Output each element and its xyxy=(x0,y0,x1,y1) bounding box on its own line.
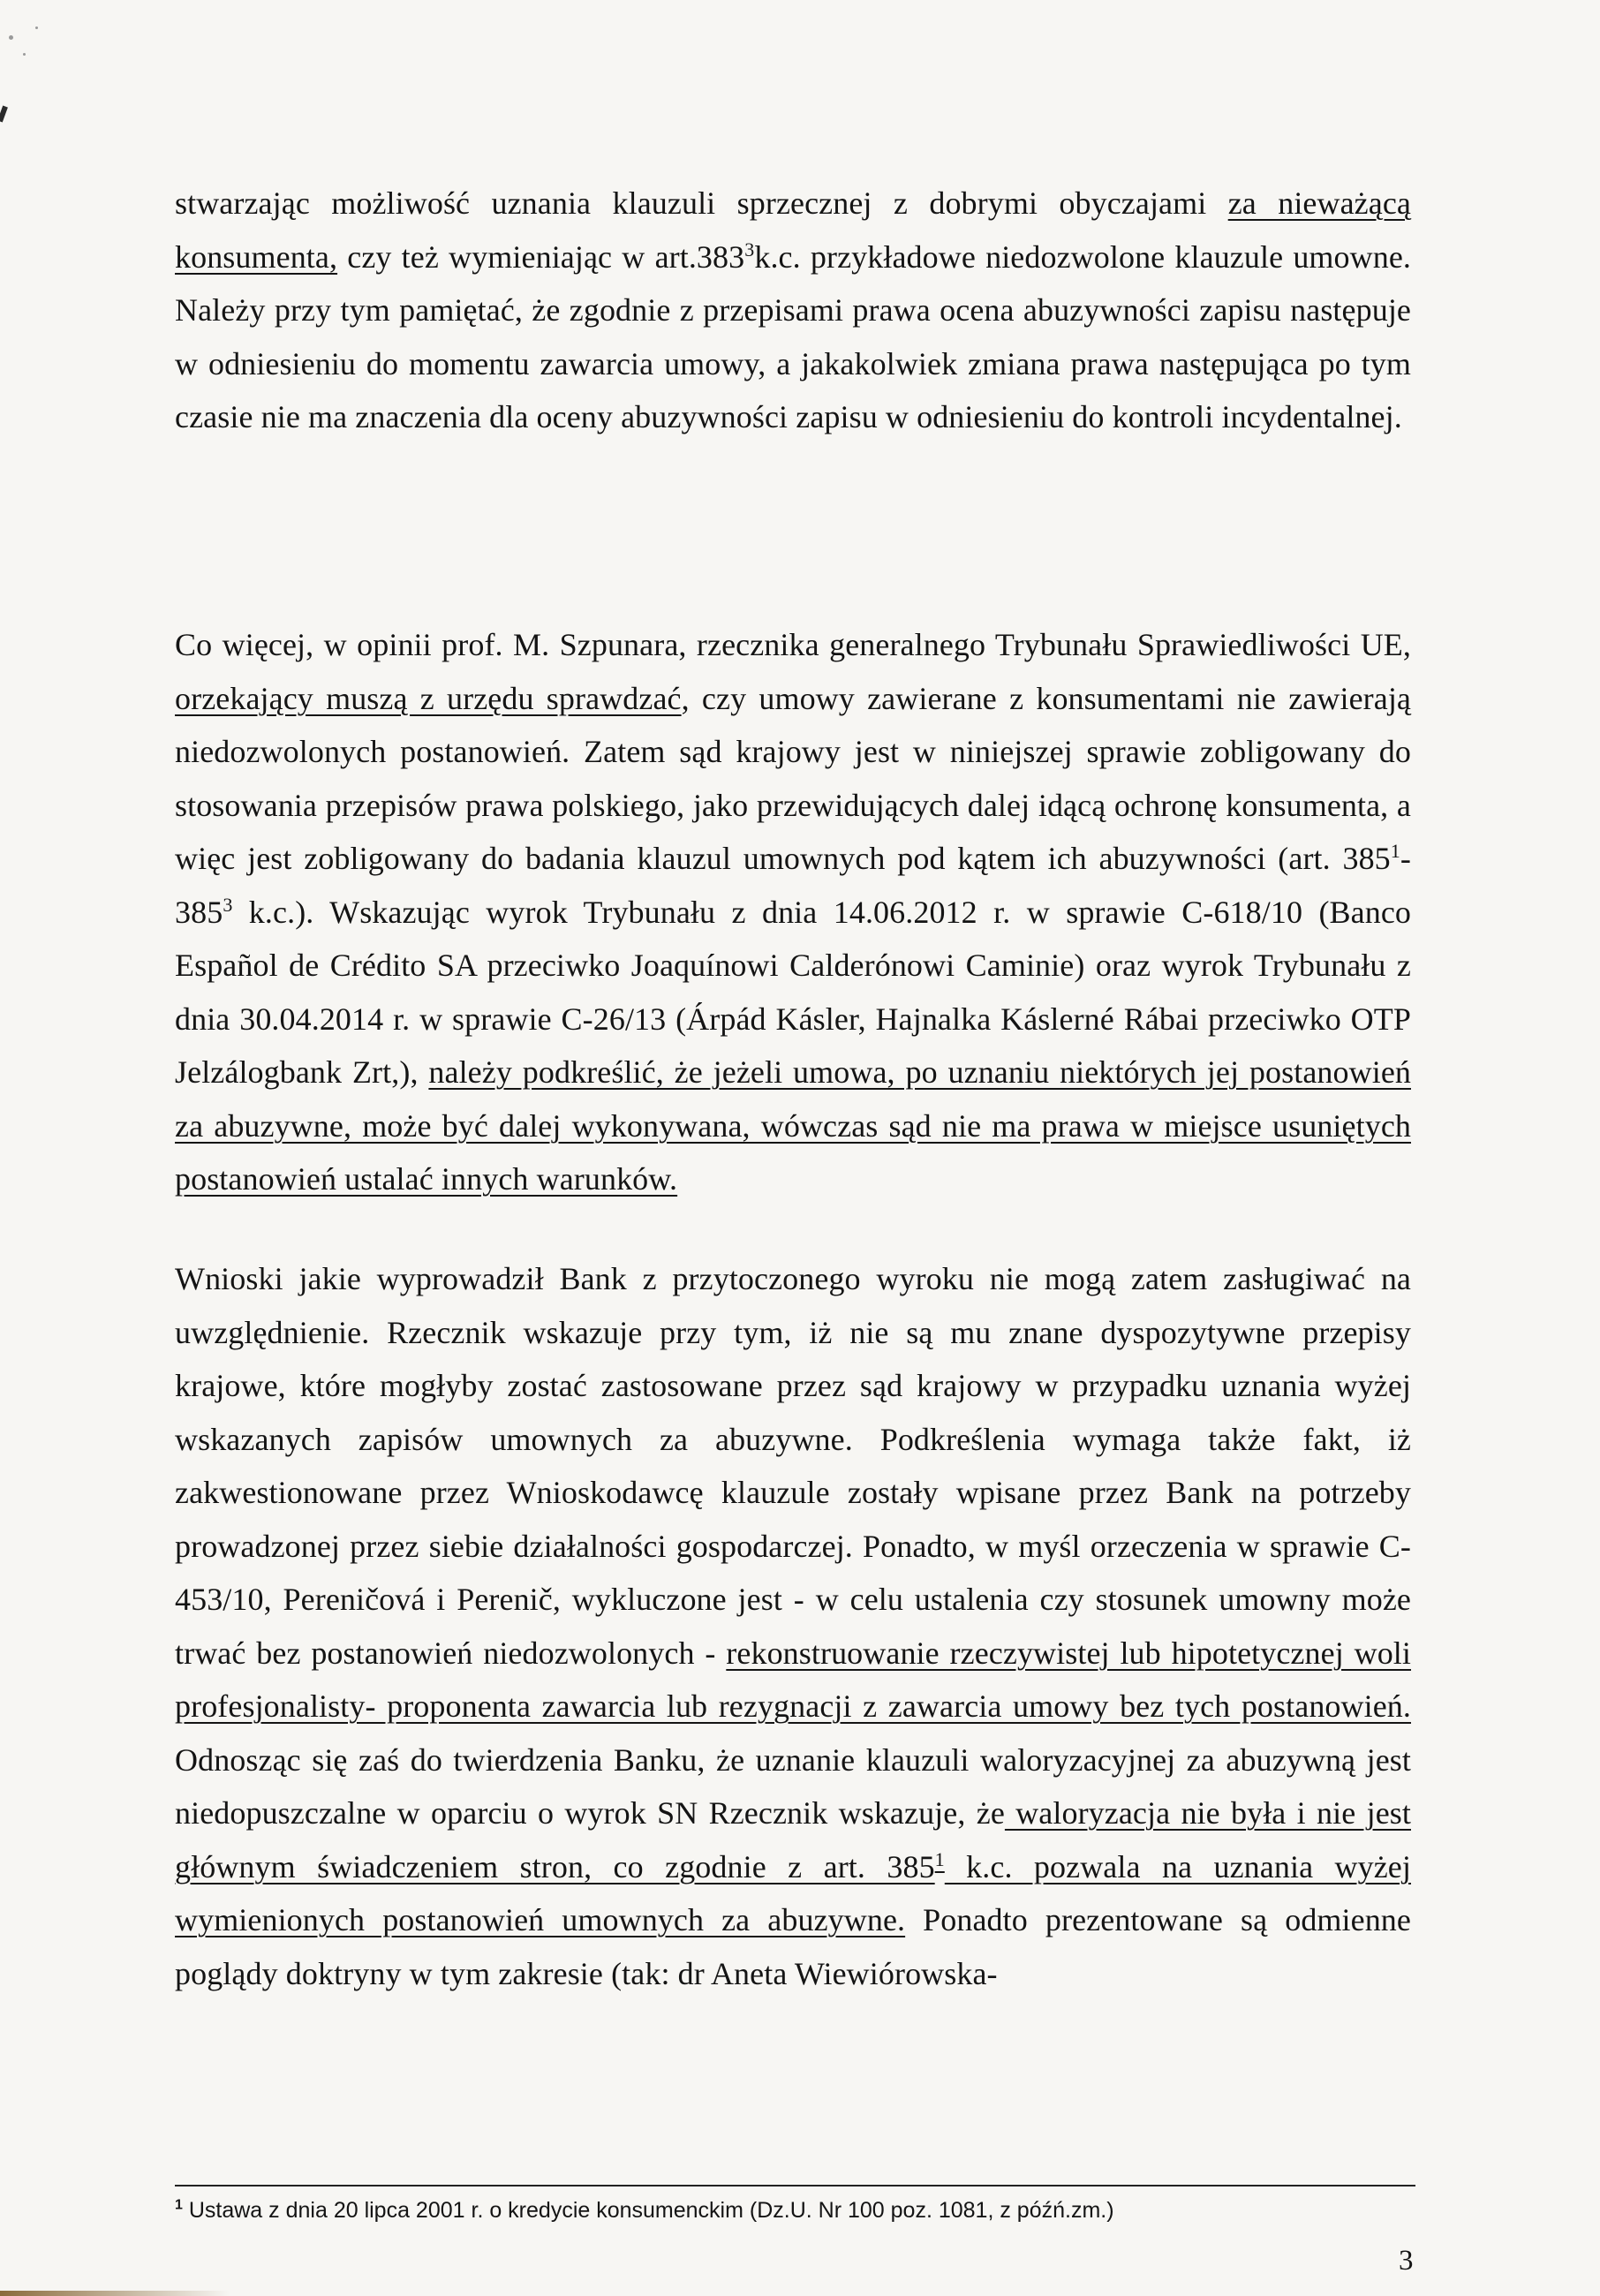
underlined-text: należy podkreślić, że jeżeli umowa, po uznaniu niektórych jej postanowień za abuzywne, może być dalej wykonywana, wówczas sąd nie ma prawa w miejsce usuniętych postanowień ustalać innych warunków. xyxy=(175,1054,1411,1197)
superscript: 3 xyxy=(744,238,755,261)
underlined-text: rekonstruowanie rzeczywistej lub hipotetycznej woli profesjonalisty- proponenta zawarcia lub rezygnacji z zawarcia umowy bez tych postanowień. xyxy=(175,1635,1412,1724)
text-segment: Co więcej, w opinii prof. M. Szpunara, rzecznika generalnego Trybunału Sprawiedliwości UE, xyxy=(175,627,1411,662)
underlined-text: za nieważącą konsumenta, xyxy=(175,185,1412,275)
text-segment: Wnioski jakie wyprowadził Bank z przytoczonego wyroku nie mogą zatem zasługiwać na uwzględnienie. Rzecznik wskazuje przy tym, iż nie są mu znane dyspozytywne przepisy krajowe, które mogłyby zostać zastosowane przez sąd krajowy w przypadku uznania wyżej wskazanych zapisów umownych za abuzywne. Podkreślenia wymaga także fakt, iż zakwestionowane przez Wnioskodawcę klauzule zostały wpisane przez Bank na potrzeby prowadzonej przez siebie działalności gospodarczej. Ponadto, w myśl orzeczenia w sprawie C-453/10, Pereničová i Perenič, wykluczone jest - w celu ustalenia czy stosunek umowny może trwać bez postanowień niedozwolonych - xyxy=(175,1261,1411,1671)
text-segment: k.c.). Wskazując wyrok Trybunału z dnia 14.06.2012 r. w sprawie C-618/10 (Banco Español de Crédito SA przeciwko Joaquínowi Calderónowi Caminie) oraz wyrok Trybunału z dnia 30.04.2014 r. w sprawie C-26/13 (Árpád Kásler, Hajnalka Káslerné Rábai przeciwko OTP Jelzálogbank Zrt,), xyxy=(175,894,1411,1090)
underlined-text: orzekający muszą z urzędu sprawdzać xyxy=(175,680,682,716)
superscript: 3 xyxy=(223,893,233,916)
paragraph-text xyxy=(175,1252,1411,2000)
scan-edge-mark xyxy=(0,106,8,123)
scan-speck xyxy=(35,26,38,29)
text-segment: czy też wymieniając w art.383 xyxy=(337,238,745,275)
paragraph-2 xyxy=(175,618,1411,1206)
page-number: 3 xyxy=(1399,2245,1414,2277)
paragraph-3 xyxy=(175,1252,1411,2000)
scan-bottom-edge xyxy=(0,2291,230,2296)
text-segment: Odnosząc się zaś do twierdzenia Banku, że uznanie klauzuli waloryzacyjnej za abuzywną jest niedopuszczalne w oparciu o wyrok SN Rzecznik wskazuje, że xyxy=(175,1741,1411,1831)
underlined-text: waloryzacja nie była i nie jest głównym świadczeniem stron, co zgodnie z art. 385 xyxy=(175,1795,1411,1884)
footnote xyxy=(175,2195,1415,2225)
scan-speck xyxy=(9,35,13,40)
paragraph-text xyxy=(175,177,1411,444)
text-segment: -385 xyxy=(175,841,1411,930)
text-segment: , czy umowy zawierane z konsumentami nie zawierają niedozwolonych postanowień. Zatem sąd krajowy jest w niniejszej sprawie zobligowany do stosowania przepisów prawa polskiego, jako przewidujących dalej idącą ochronę konsumenta, a więc jest zobligowany do badania klauzul umownych pod kątem ich abuzywności (art. 385 xyxy=(175,680,1411,876)
scan-speck xyxy=(23,53,26,56)
text-segment: stwarzając możliwość uznania klauzuli sprzecznej z dobrymi obyczajami xyxy=(175,185,1228,221)
footnote-marker: 1 xyxy=(175,2197,183,2213)
text-segment: Ponadto prezentowane są odmienne poglądy doktryny w tym zakresie (tak: dr Aneta Wiewiórowska- xyxy=(175,1902,1411,1991)
paragraph-1 xyxy=(175,177,1411,444)
text-segment: k.c. przykładowe niedozwolone klauzule umowne. Należy przy tym pamiętać, że zgodnie z przepisami prawa ocena abuzywności zapisu następuje w odniesieniu do momentu zawarcia umowy, a jakakolwiek zmiana prawa następująca po tym czasie nie ma znaczenia dla oceny abuzywności zapisu w odniesieniu do kontroli incydentalnej. xyxy=(175,238,1412,434)
underlined-text: k.c. pozwala na uznania wyżej wymienionych postanowień umownych za abuzywne. xyxy=(175,1848,1411,1937)
superscript: 1 xyxy=(934,1847,945,1870)
paragraph-text xyxy=(175,618,1411,1206)
superscript: 1 xyxy=(1390,840,1400,862)
footnote-text: Ustawa z dnia 20 lipca 2001 r. o kredycie konsumenckim (Dz.U. Nr 100 poz. 1081, z późń.zm.) xyxy=(182,2198,1114,2223)
footnote-separator xyxy=(175,2185,1415,2186)
